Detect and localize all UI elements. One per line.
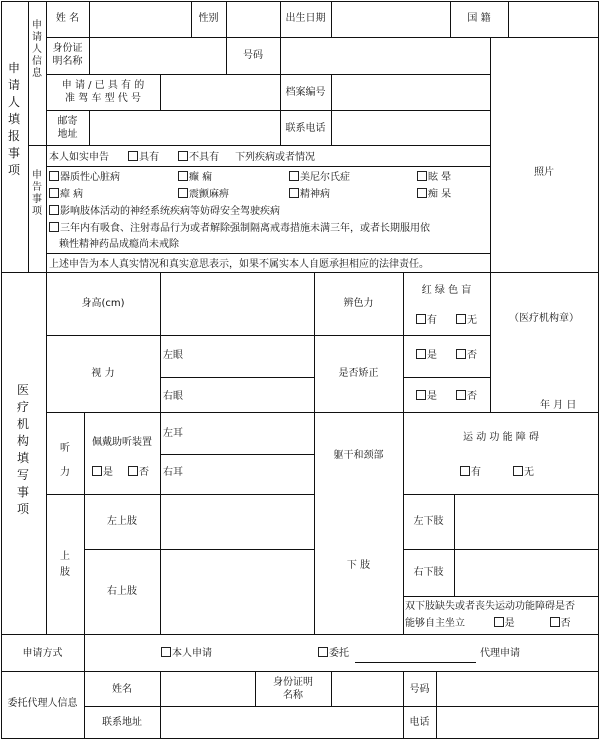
sit-yes-checkbox[interactable] (494, 617, 504, 627)
entrust-checkbox[interactable] (318, 647, 328, 657)
applicant-info-title: 申请人信息 (32, 20, 42, 79)
address-label: 邮寄 地址 (57, 116, 78, 140)
left-lower-label: 左下肢 (413, 516, 444, 527)
color-label: 辨色力 (343, 298, 374, 309)
disease-item-cont: 赖性精神药品成瘾尚未戒除 (59, 239, 179, 250)
gender-label: 性别 (198, 13, 219, 24)
hearing-aid-yes: 是 (92, 466, 113, 479)
dob-label: 出生日期 (285, 13, 326, 24)
right-ear-label: 右耳 (163, 467, 183, 478)
lower-loss-line1: 双下肢缺失或者丧失运动功能障碍是否 (405, 601, 575, 612)
agent-apply-label: 代理申请 (480, 648, 520, 659)
disease-item: 器质性心脏病 (49, 171, 120, 184)
disease-checkbox[interactable] (49, 188, 59, 198)
photo-label: 照片 (534, 167, 554, 178)
disease-checkbox[interactable] (417, 171, 427, 181)
declaration-statement: 上述申告为本人真实情况和真实意思表示，如果不属实本人自愿承担相应的法律责任。 (49, 259, 429, 270)
nationality-label: 国 籍 (467, 13, 491, 24)
disease-checkbox[interactable] (178, 188, 188, 198)
disease-item: 精神病 (289, 188, 330, 201)
disease-checkbox[interactable] (49, 205, 59, 215)
self-apply-option: 本人申请 (161, 647, 212, 660)
left-ear-label: 左耳 (163, 428, 183, 439)
left-corrected-no: 否 (456, 349, 477, 362)
applicant-section-title: 申请人填报事项 (7, 61, 20, 177)
sit-no-checkbox[interactable] (550, 617, 560, 627)
agent-phone-label: 电话 (409, 717, 430, 728)
left-eye-label: 左眼 (163, 350, 183, 361)
hearing-aid-label: 佩戴助听装置 (92, 437, 152, 448)
right-upper-label: 右上肢 (107, 586, 137, 597)
lower-loss-line2: 能够自主坐立 是 否 (405, 618, 571, 629)
disease-item: 美尼尔氏症 (289, 171, 350, 184)
vision-label: 视 力 (91, 368, 115, 379)
declaration-line: 本人如实申告 具有 不具有 下列疾病或者情况 (49, 152, 316, 163)
agent-number-label: 号码 (409, 684, 430, 695)
disease-item: 三年内有吸食、注射毒品行为或者解除强制隔离戒毒措施未满三年，或者长期服用依 (49, 222, 430, 235)
declaration-title: 申告事项 (32, 170, 42, 217)
hearing-aid-no: 否 (128, 466, 149, 479)
color-blind-label: 红 绿 色 盲 (421, 285, 472, 296)
right-lower-label: 右下肢 (413, 567, 444, 578)
disease-item: 影响肢体活动的神经系统疾病等妨碍安全驾驶疾病 (49, 205, 280, 218)
not-has-checkbox[interactable] (178, 151, 188, 161)
right-corrected-yes: 是 (416, 390, 437, 403)
name-label: 姓 名 (55, 13, 80, 24)
height-label: 身高(cm) (81, 298, 125, 309)
date-label: 年 月 日 (540, 400, 577, 411)
left-corrected-yes: 是 (416, 349, 437, 362)
motor-label: 运 动 功 能 障 碍 (463, 432, 539, 443)
hearing-label: 听力 (60, 443, 70, 478)
color-blind-no: 无 (456, 314, 477, 327)
upper-limb-label: 上肢 (60, 551, 70, 578)
right-corrected-yes-checkbox[interactable] (416, 390, 426, 400)
disease-checkbox[interactable] (49, 171, 59, 181)
disease-checkbox[interactable] (289, 188, 299, 198)
disease-item: 眩 晕 (417, 171, 451, 184)
color-blind-yes-checkbox[interactable] (416, 314, 426, 324)
corrected-label: 是否矫正 (338, 368, 379, 379)
phone-label: 联系电话 (285, 123, 326, 134)
right-eye-label: 右眼 (163, 391, 183, 402)
has-checkbox[interactable] (128, 151, 138, 161)
left-corrected-no-checkbox[interactable] (456, 349, 466, 359)
file-number-label: 档案编号 (285, 87, 326, 98)
left-corrected-yes-checkbox[interactable] (416, 349, 426, 359)
hearing-aid-no-checkbox[interactable] (128, 466, 138, 476)
lower-limb-label: 下 肢 (346, 560, 371, 571)
right-corrected-no: 否 (456, 390, 477, 403)
medical-section-title: 医疗机构填写事项 (16, 383, 29, 516)
trunk-neck-label: 躯干和颈部 (333, 450, 384, 461)
agent-address-label: 联系地址 (102, 717, 142, 728)
color-blind-no-checkbox[interactable] (456, 314, 466, 324)
right-corrected-no-checkbox[interactable] (456, 390, 466, 400)
motor-no: 无 (513, 466, 534, 479)
disease-item: 癫 痫 (178, 171, 212, 184)
agent-id-label: 身份证明 名称 (273, 677, 313, 701)
left-upper-label: 左上肢 (107, 516, 137, 527)
seal-label: （医疗机构章） (509, 313, 579, 324)
id-number-label: 号码 (243, 50, 263, 61)
self-apply-checkbox[interactable] (161, 647, 171, 657)
disease-item: 痴 呆 (417, 188, 451, 201)
disease-checkbox[interactable] (178, 171, 188, 181)
application-method-label: 申请方式 (22, 648, 63, 659)
disease-item: 瘴 病 (49, 188, 83, 201)
disease-checkbox[interactable] (289, 171, 299, 181)
motor-no-checkbox[interactable] (513, 466, 523, 476)
license-type-label: 申 请 / 已 具 有 的 准 驾 车 型 代 号 (61, 80, 145, 104)
id-type-label: 身份证 明名称 (52, 43, 83, 67)
agent-name-label: 姓名 (112, 684, 132, 695)
disease-checkbox[interactable] (417, 188, 427, 198)
agent-info-label: 委托代理人信息 (7, 698, 78, 709)
color-blind-yes: 有 (416, 314, 437, 327)
entrust-option: 委托 (318, 647, 349, 660)
disease-item: 震颤麻痹 (178, 188, 229, 201)
motor-yes-checkbox[interactable] (460, 466, 470, 476)
hearing-aid-yes-checkbox[interactable] (92, 466, 102, 476)
disease-checkbox[interactable] (49, 222, 59, 232)
motor-yes: 有 (460, 466, 481, 479)
